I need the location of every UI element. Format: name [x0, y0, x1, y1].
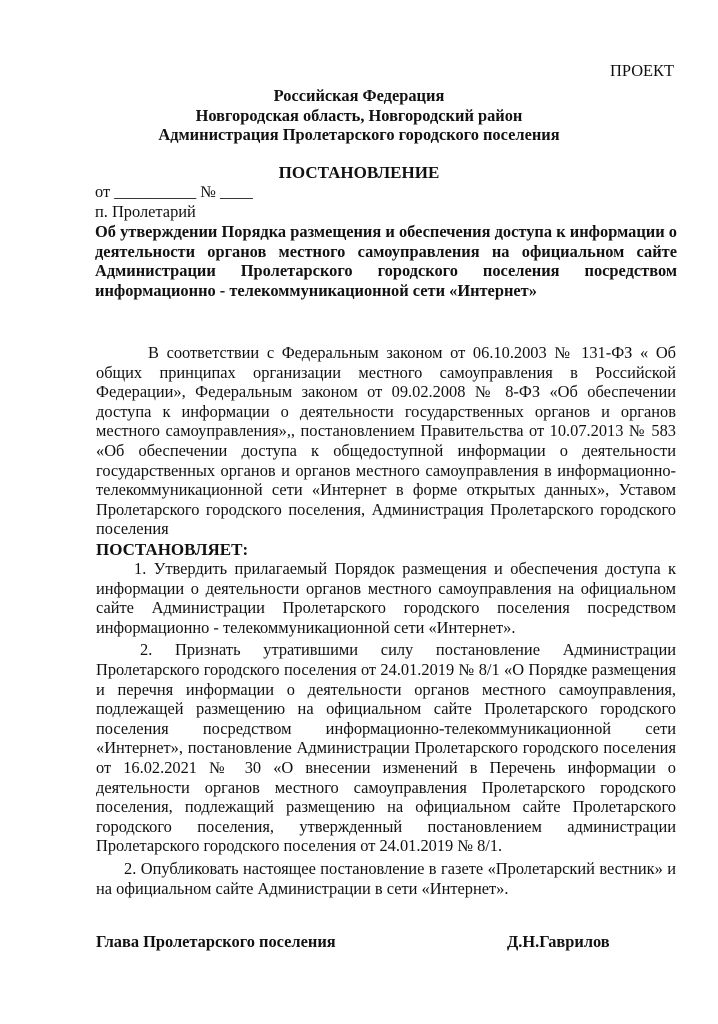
date-number-line: от __________ № ____: [95, 182, 253, 201]
signatory-name: Д.Н.Гаврилов: [507, 932, 610, 951]
place-name: п. Пролетарий: [95, 202, 196, 221]
draft-mark: ПРОЕКТ: [610, 61, 674, 80]
decree-title: ПОСТАНОВЛЕНИЕ: [278, 163, 440, 182]
preamble-paragraph: В соответствии с Федеральным законом от 06.10.2003 № 131-ФЗ « Об общих принципах организации местного самоуправления в Российской Федерации», Федеральным законом от 09.02.2008 № 8-ФЗ «Об обеспечении доступа к информации о деятельности государственных органов и органов местного самоуправления»,, постановлением Правительства от 10.07.2013 № 583 «Об обеспечении доступа к общедоступной информации о деятельности государственных органов и органов местного самоуправления в информационно-телекоммуникационной сети «Интернет в форме открытых данных», Уставом Пролетарского городского поселения, Администрация Пролетарского городского поселения: [96, 343, 676, 539]
decree-item: 2. Признать утратившими силу постановление Администрации Пролетарского городского поселения от 24.01.2019 № 8/1 «О Порядке размещения и перечня информации о деятельности органов местного самоуправления, подлежащей размещению на официальном сайте Пролетарского городского поселения посредством информационно-телекоммуникационной сети «Интернет», постановление Администрации Пролетарского городского поселения от 16.02.2021 № 30 «О внесении изменений в Перечень информации о деятельности органов местного самоуправления Пролетарского городского поселения, подлежащий размещению на официальном сайте Пролетарского городского поселения, утвержденный постановлением администрации Пролетарского городского поселения от 24.01.2019 № 8/1.: [96, 640, 676, 856]
header-line-country: Российская Федерация: [273, 86, 445, 105]
decree-item: 2. Опубликовать настоящее постановление в газете «Пролетарский вестник» и на официальном сайте Администрации в сети «Интернет».: [96, 858, 676, 898]
header-line-administration: Администрация Пролетарского городского поселения: [158, 125, 560, 144]
decree-item: 1. Утвердить прилагаемый Порядок размещения и обеспечения доступа к информации о деятельности органов местного самоуправления на официальном сайте Администрации Пролетарского городского поселения посредством информационно - телекоммуникационной сети «Интернет».: [96, 559, 676, 637]
decree-items: [96, 559, 676, 898]
header-line-region: Новгородская область, Новгородский район: [195, 105, 523, 125]
signatory-position: Глава Пролетарского поселения: [96, 932, 336, 951]
resolves-heading: ПОСТАНОВЛЯЕТ:: [96, 540, 249, 559]
document-header: [0, 86, 718, 145]
decree-subject: Об утверждении Порядка размещения и обеспечения доступа к информации о деятельности органов местного самоуправления на официальном сайте Администрации Пролетарского городского поселения посредством информационно - телекоммуникационной сети «Интернет»: [95, 222, 677, 301]
